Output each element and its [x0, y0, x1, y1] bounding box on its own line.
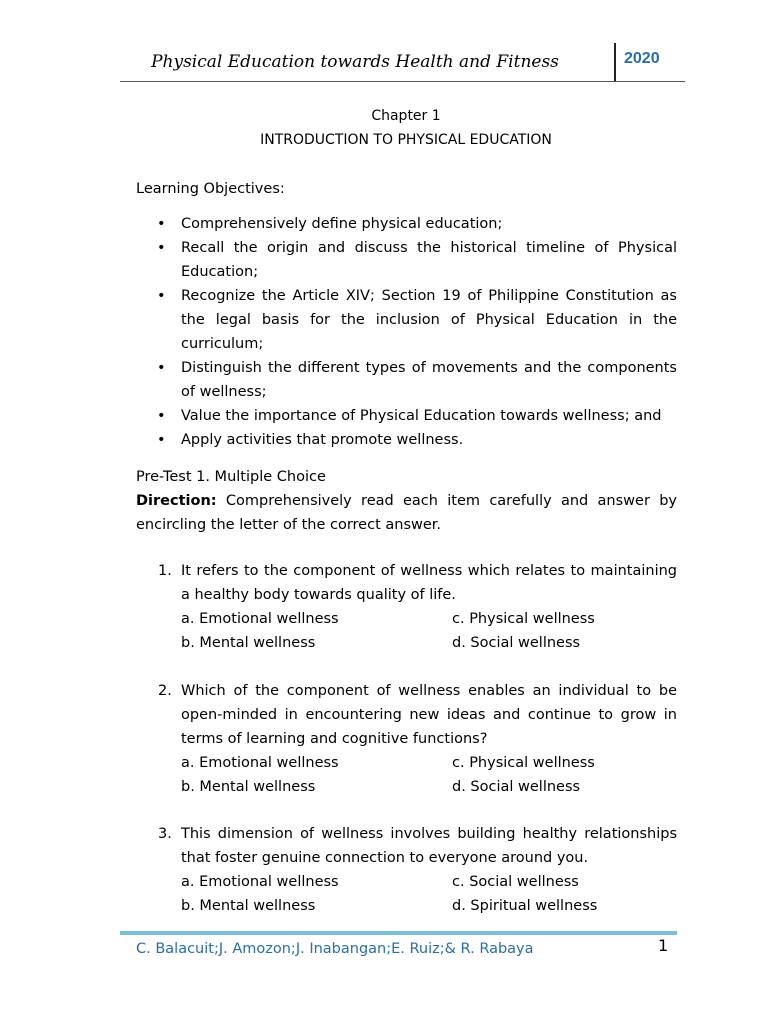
list-item: • Recognize the Article XIV; Section 19 of Philippine Constitution as the legal basis for the inclusion of Physical Education in the curriculum; [155, 284, 677, 356]
header-divider [614, 43, 616, 81]
chapter-title: INTRODUCTION TO PHYSICAL EDUCATION [260, 132, 552, 148]
list-item: • Distinguish the different types of movements and the components of wellness; [155, 356, 677, 404]
direction-label: Direction: [136, 493, 217, 509]
option-d: d. Social wellness [452, 635, 581, 651]
question-text: This dimension of wellness involves building healthy relationships that foster genuine connection to everyone around you. [181, 826, 677, 866]
option-c: c. Social wellness [452, 874, 579, 890]
option-a: a. Emotional wellness [181, 874, 339, 890]
footer-authors: C. Balacuit;J. Amozon;J. Inabangan;E. Ruiz;& R. Rabaya [136, 941, 534, 957]
option-b: b. Mental wellness [181, 898, 316, 914]
option-b: b. Mental wellness [181, 635, 316, 651]
pretest-heading: Pre-Test 1. Multiple Choice [136, 469, 326, 485]
objectives-heading: Learning Objectives: [136, 181, 285, 197]
header-rule [120, 81, 685, 82]
footer-rule [120, 931, 677, 935]
option-a: a. Emotional wellness [181, 755, 339, 771]
question-number: 2. [158, 683, 172, 699]
option-d: d. Spiritual wellness [452, 898, 598, 914]
pretest-direction [136, 489, 677, 537]
list-item: • Value the importance of Physical Education towards wellness; and [155, 404, 677, 428]
question-text: Which of the component of wellness enables an individual to be open-minded in encountering new ideas and continue to grow in terms of learning and cognitive functions? [181, 683, 677, 747]
answer-options [181, 607, 677, 655]
running-header-title: Physical Education towards Health and Fitness [151, 52, 559, 72]
question-1 [155, 559, 677, 655]
page-number: 1 [658, 936, 669, 955]
question-number: 1. [158, 563, 172, 579]
option-a: a. Emotional wellness [181, 611, 339, 627]
option-b: b. Mental wellness [181, 779, 316, 795]
list-item: • Apply activities that promote wellness. [155, 428, 677, 452]
chapter-label: Chapter 1 [371, 108, 441, 124]
list-item: • Recall the origin and discuss the historical timeline of Physical Education; [155, 236, 677, 284]
option-c: c. Physical wellness [452, 755, 595, 771]
question-text: It refers to the component of wellness which relates to maintaining a healthy body towards quality of life. [181, 563, 677, 603]
answer-options [181, 751, 677, 799]
question-number: 3. [158, 826, 172, 842]
direction-text: Comprehensively read each item carefully and answer by encircling the letter of the correct answer. [136, 493, 677, 533]
answer-options [181, 870, 677, 918]
list-item: • Comprehensively define physical education; [155, 212, 677, 236]
option-c: c. Physical wellness [452, 611, 595, 627]
question-2 [155, 679, 677, 799]
option-d: d. Social wellness [452, 779, 581, 795]
question-3 [155, 822, 677, 918]
objectives-list [155, 212, 677, 452]
header-year: 2020 [624, 50, 660, 67]
